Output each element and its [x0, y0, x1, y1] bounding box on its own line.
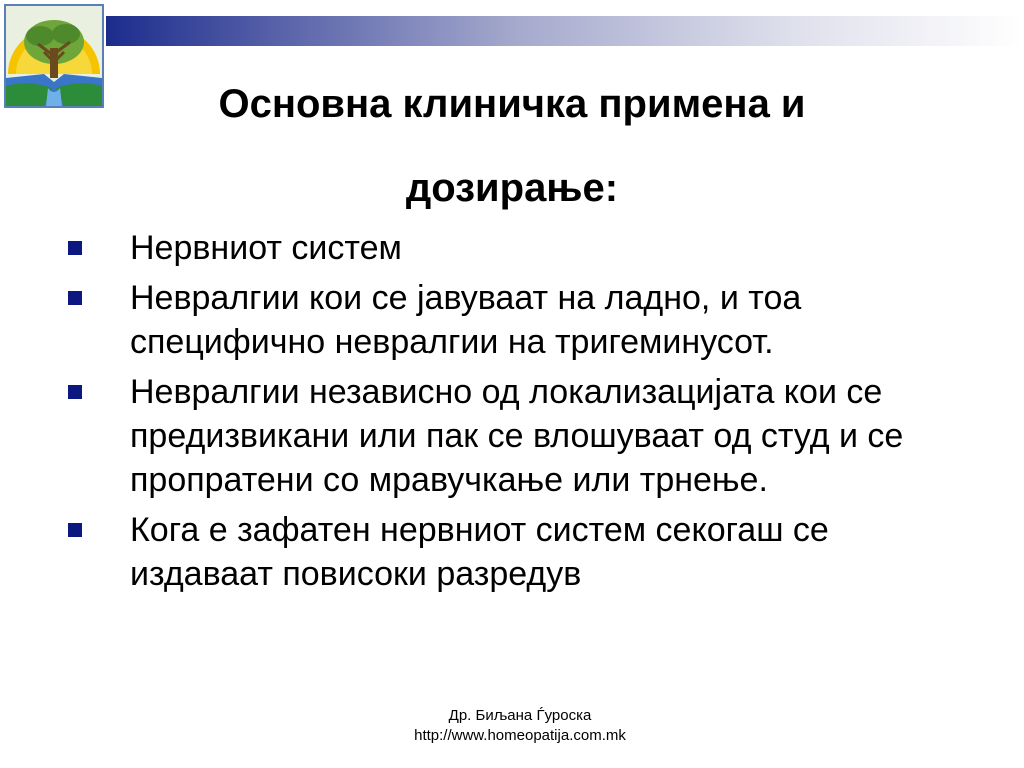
footer-author: Др. Биљана Ѓуроска — [448, 707, 592, 724]
square-bullet-icon — [68, 241, 82, 255]
header-gradient-bar — [106, 16, 1024, 46]
tree-sun-logo-icon — [4, 4, 104, 108]
bullet-item — [60, 508, 980, 596]
bullet-item — [60, 226, 980, 270]
bullet-item — [60, 276, 980, 364]
bullet-text: Кога е зафатен нервниот систем секогаш се издаваат повисоки разредув — [130, 511, 829, 593]
square-bullet-icon — [68, 385, 82, 399]
bullet-text: Невралгии кои се јавуваат на ладно, и тоа специфично невралгии на тригеминусот. — [130, 279, 802, 361]
square-bullet-icon — [68, 523, 82, 537]
bullet-text: Нервниот систем — [130, 229, 402, 267]
footer-url: http://www.homeopatija.com.mk — [414, 727, 626, 744]
footer — [260, 706, 780, 746]
bullet-text: Невралгии независно од локализацијата кои се предизвикани или пак се влошуваат од студ и се пропратени со мравучкање или трнење. — [130, 373, 904, 499]
square-bullet-icon — [68, 291, 82, 305]
slide-title: Основна клиничка примена и дозирање: — [218, 82, 806, 210]
bullet-item — [60, 370, 980, 502]
bullet-list — [60, 226, 980, 602]
